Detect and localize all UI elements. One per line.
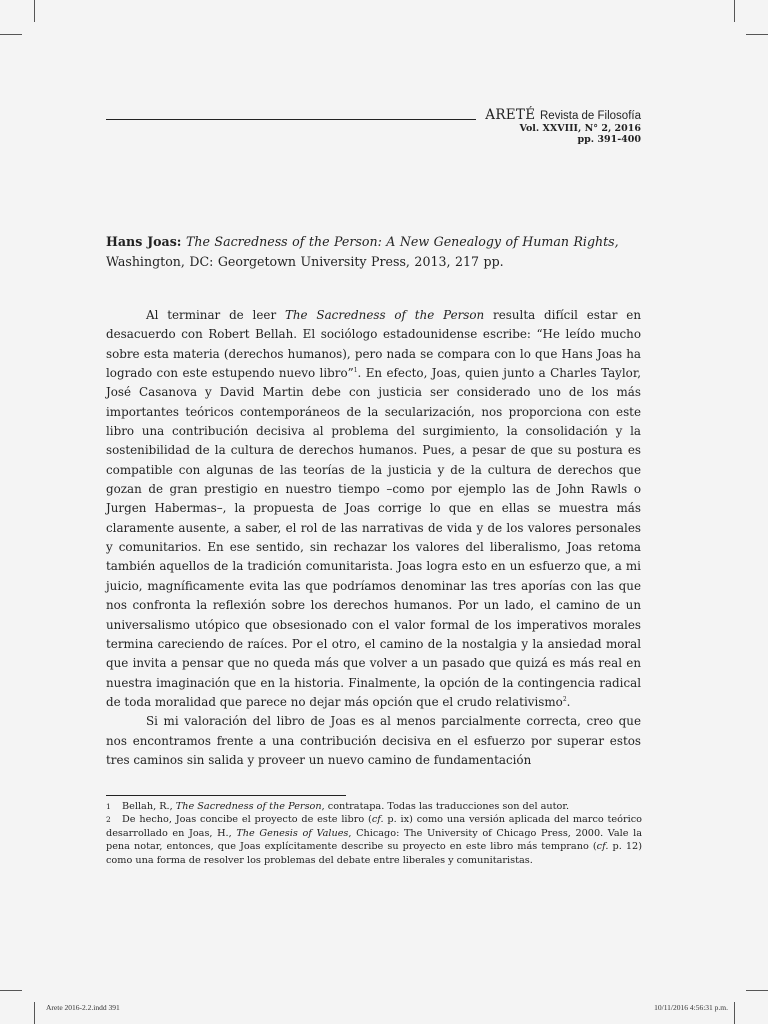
journal-title: ARETÉ — [485, 107, 536, 123]
review-publication: Washington, DC: Georgetown University Press, 2013, 217 pp. — [106, 254, 504, 269]
fn1-text-a: Bellah, R., — [122, 801, 176, 812]
footnote-2 — [106, 813, 642, 867]
print-slug — [0, 1003, 768, 1017]
journal-pages: pp. 391-400 — [577, 133, 641, 145]
p1-text-a: Al terminar de leer — [146, 308, 285, 322]
review-book-title: The Sacredness of the Person: A New Genealogy of Human Rights, — [185, 234, 619, 249]
fn2-text-c: , Chicago: The University of Chicago Press, 2000. Vale la pena notar, entonces, que Joas explícitamente describe su proyecto en este libro más temprano ( — [106, 827, 642, 853]
slug-datetime: 10/11/2016 4:56:31 p.m. — [654, 1003, 728, 1012]
slug-file-name: Arete 2016-2.2.indd 391 — [46, 1003, 120, 1012]
footnote-ref-2: 2 — [562, 695, 567, 703]
footnote-ref-1: 1 — [353, 367, 358, 375]
footnote-1 — [106, 800, 642, 813]
article-body — [106, 306, 641, 770]
journal-header — [485, 109, 641, 145]
footnotes — [106, 800, 642, 867]
header-rule — [106, 119, 476, 120]
fn2-text-b: p. ix) como una versión aplicada del marco teórico desarrollado en Joas, H., — [106, 814, 642, 839]
paragraph-2: Si mi valoración del libro de Joas es al menos parcialmente correcta, creo que nos encontramos frente a una contribución decisiva en el esfuerzo por superar estos tres caminos sin salida y proveer un nuevo camino de fundamentación — [106, 714, 641, 767]
crop-mark-bottom-right-h — [746, 990, 768, 991]
review-heading — [106, 232, 651, 272]
paragraph-1 — [106, 306, 641, 712]
p1-text-d: . — [566, 694, 571, 709]
journal-volume: Vol. XXVIII, N° 2, 2016 — [519, 122, 641, 134]
p1-text-c: . En efecto, Joas, quien junto a Charles Taylor, José Casanova y David Martin debe con justicia ser considerado uno de los más importantes teóricos contemporáneos de la secularización, nos proporciona con este libro una contribución decisiva al problema del surgimiento, la consolidación y la sostenibilidad de la cultura de derechos humanos. Pues, a pesar de que su postura es compatible con algunas de las teorías de la justicia y de la cultura de derechos que gozan de gran prestigio en nuestro tiempo –como por ejemplo las de John Rawls o Jurgen Habermas–, la propuesta de Joas corrige lo que en ellas se muestra más claramente ausente, a saber, el rol de las narrativas de vida y de los valores personales y comunitarios. En ese sentido, sin rechazar los valores del liberalismo, Joas retoma también aquellos de la tradición comunitarista. Joas logra esto en un esfuerzo que, a mi juicio, magníficamente evita las que podríamos denominar las tres aporías con las que nos confronta la reflexión sobre los derechos humanos. Por un lado, el camino de un universalismo utópico que obsesionado con el valor formal de los imperativos morales termina careciendo de raíces. Por el otro, el camino de la nostalgia y la ansiedad moral que invita a pensar que no queda más que volver a un pasado que quizá es más real en nuestra imaginación que en la historia. Finalmente, la opción de la contingencia radical de toda moralidad que parece no dejar más opción que el crudo relativismo — [106, 366, 641, 709]
crop-mark-top-right-h — [746, 34, 768, 35]
fn2-text-d: p. 12) como una forma de resolver los problemas del debate entre liberales y comunitaristas. — [106, 841, 642, 866]
fn2-cf-1: cf. — [371, 814, 384, 826]
crop-mark-top-right-v — [734, 0, 735, 22]
footnote-1-number: 1 — [106, 802, 111, 811]
p1-text-b: resulta difícil estar en desacuerdo con Robert Bellah. El sociólogo estadounidense escribe: “He leído mucho sobre esta materia (derechos humanos), pero nada se compara con lo que Hans Joas ha logrado con este estupendo nuevo libro” — [106, 308, 641, 381]
p1-book-title: The Sacredness of the Person — [284, 308, 485, 322]
fn2-cf-2: cf. — [596, 841, 609, 853]
fn2-text-a: De hecho, Joas concibe el proyecto de este libro ( — [122, 814, 372, 826]
fn1-book-title: The Sacredness of the Person — [175, 801, 322, 812]
journal-subtitle: Revista de Filosofía — [540, 110, 641, 122]
crop-mark-top-left-v — [34, 0, 35, 22]
crop-mark-top-left-h — [0, 34, 22, 35]
footnote-2-number: 2 — [106, 815, 111, 825]
journal-name — [485, 109, 641, 123]
fn1-text-b: , contratapa. Todas las traducciones son del autor. — [321, 801, 570, 812]
footnote-rule — [106, 795, 346, 796]
fn2-book-title: The Genesis of Values — [236, 827, 349, 839]
review-author: Hans Joas: — [106, 234, 182, 249]
crop-mark-bottom-left-h — [0, 990, 22, 991]
